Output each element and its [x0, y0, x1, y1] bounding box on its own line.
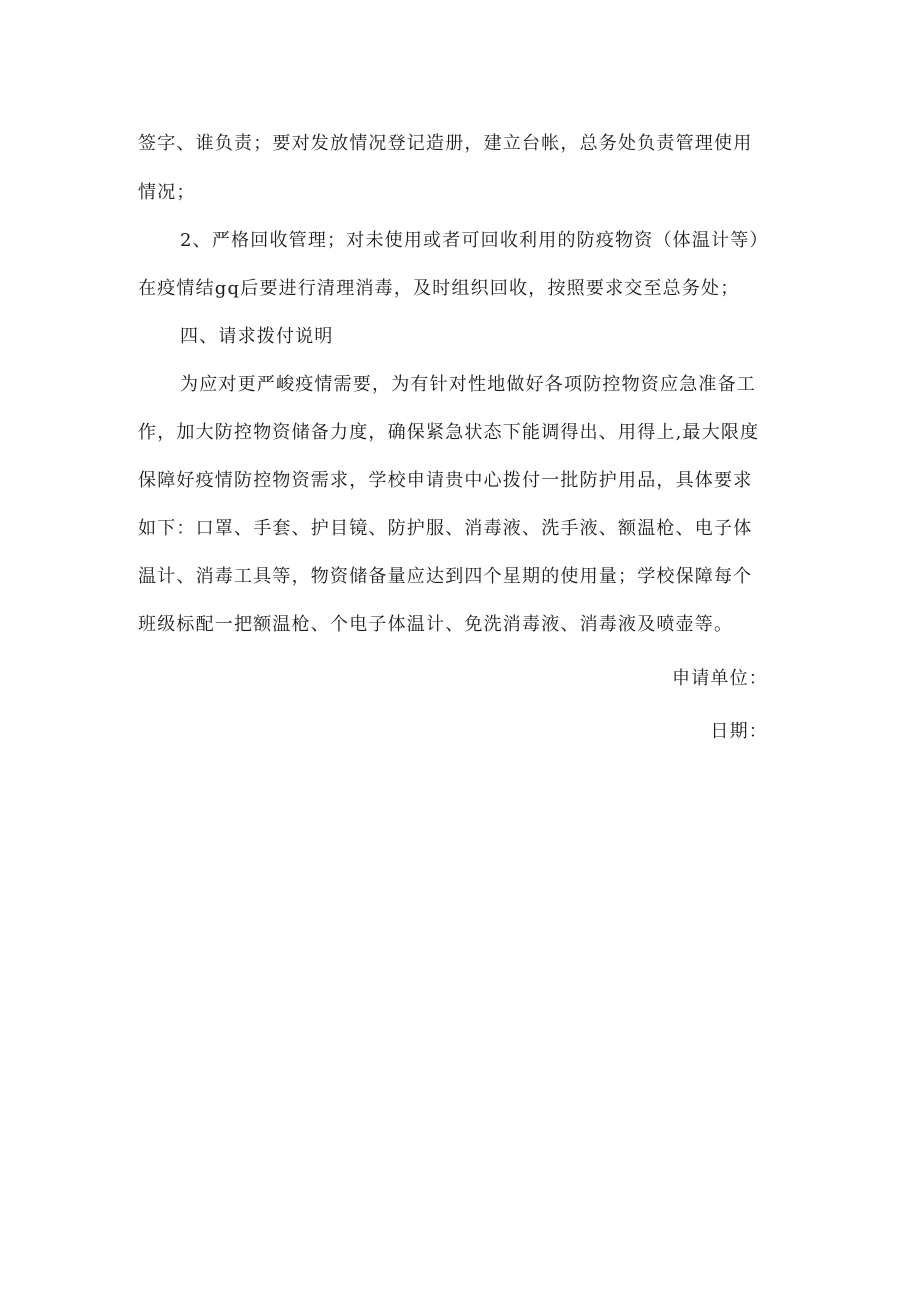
paragraph-line: 签字、谁负责；要对发放情况登记造册，建立台帐，总务处负责管理使用	[138, 133, 753, 154]
applicant-label: 申请单位：	[672, 668, 768, 689]
paragraph-line: 情况；	[138, 182, 196, 203]
paragraph-line: 作，加大防控物资储备力度，确保紧急状态下能调得出、用得上,最大限度	[138, 422, 760, 443]
paragraph-line: 班级标配一把额温枪、个电子体温计、免洗消毒液、消毒液及喷壶等。	[138, 614, 734, 635]
paragraph-line: 温计、消毒工具等，物资储备量应达到四个星期的使用量；学校保障每个	[138, 566, 753, 587]
paragraph-line: 在疫情结gq后要进行清理消毒，及时组织回收，按照要求交至总务处；	[138, 278, 740, 299]
section-heading: 四、请求拨付说明	[180, 326, 334, 347]
paragraph-line: 为应对更严峻疫情需要，为有针对性地做好各项防控物资应急准备工	[180, 374, 756, 395]
item-2-heading-line: 2、严格回收管理；对未使用或者可回收利用的防疫物资（体温计等）	[180, 230, 769, 251]
date-label: 日期：	[710, 721, 768, 742]
paragraph-line: 如下：口罩、手套、护目镜、防护服、消毒液、洗手液、额温枪、电子体	[138, 518, 753, 539]
paragraph-line: 保障好疫情防控物资需求，学校申请贵中心拨付一批防护用品，具体要求	[138, 470, 753, 491]
